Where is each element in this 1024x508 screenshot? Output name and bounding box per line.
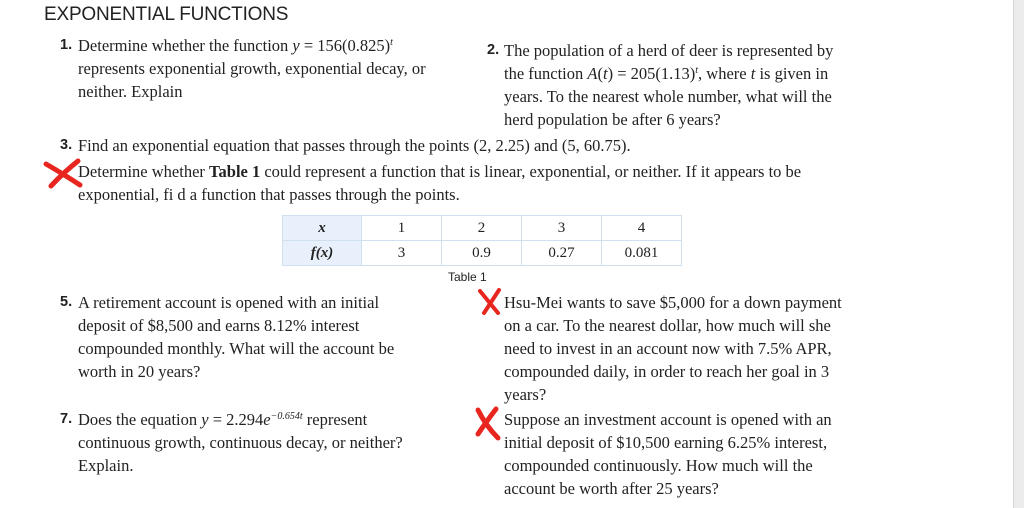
problem-8 [504, 408, 904, 500]
p7-eq: = 2.294 [208, 410, 264, 429]
table-row-fx [283, 241, 682, 266]
problem-7-number: 7. [60, 411, 73, 427]
table-cell: 1 [362, 216, 442, 241]
table-header-x: x [283, 216, 362, 241]
p7-pre: Does the equation [78, 410, 202, 429]
p2-t2: t [750, 64, 756, 83]
problem-4 [78, 160, 998, 206]
table-header-fx: f(x) [283, 241, 362, 266]
p1-pre: Determine whether the function [78, 36, 293, 55]
table-cell: 0.081 [602, 241, 682, 266]
p6-line1: Hsu-Mei wants to save $5,000 for a down payment [504, 293, 842, 312]
problem-3: Find an exponential equation that passes through the points (2, 2.25) and (5, 60.75). [78, 136, 631, 155]
red-x-mark-problem-8 [472, 404, 504, 444]
problem-5-number: 5. [60, 294, 73, 310]
p6-line2: on a car. To the nearest dollar, how much will she [504, 316, 831, 335]
table-caption: Table 1 [448, 270, 487, 284]
page-edge [1013, 0, 1024, 508]
p2-l2a: the function [504, 64, 588, 83]
p2-l2b: ( [597, 64, 603, 83]
p8-line4: account be worth after 25 years? [504, 479, 719, 498]
p4-table-ref: Table 1 [209, 162, 261, 181]
p7-line2: continuous growth, continuous decay, or neither? [78, 433, 403, 452]
problem-7 [78, 408, 478, 477]
red-x-mark-problem-6 [476, 287, 504, 317]
problem-1-number: 1. [60, 37, 73, 53]
p7-exp: −0.654t [270, 411, 303, 422]
p2-A: A [587, 64, 598, 83]
problem-1 [78, 34, 478, 103]
table-cell: 2 [442, 216, 522, 241]
page-title: EXPONENTIAL FUNCTIONS [44, 4, 289, 25]
p4-a: Determine whether [78, 162, 210, 181]
table-1 [282, 215, 682, 266]
table-cell: 0.27 [522, 241, 602, 266]
problem-2-number: 2. [487, 42, 500, 58]
table-cell: 0.9 [442, 241, 522, 266]
p8-line1: Suppose an investment account is opened with an [504, 410, 832, 429]
problem-2 [504, 39, 904, 131]
p8-line3: compounded continuously. How much will the [504, 456, 813, 475]
table-cell: 4 [602, 216, 682, 241]
p1-line3: neither. Explain [78, 82, 183, 101]
red-x-mark-problem-4 [42, 158, 84, 190]
table-row-x [283, 216, 682, 241]
p5-line2: deposit of $8,500 and earns 8.12% interest [78, 316, 360, 335]
p1-y: y [292, 36, 300, 55]
p2-t: t [603, 64, 608, 83]
p4-b: could represent a function that is linear, exponential, or neither. If it appears to be [260, 162, 802, 181]
p2-l2c: ) = 205(1.13) [607, 64, 696, 83]
p7-line3: Explain. [78, 456, 134, 475]
problem-5 [78, 291, 468, 383]
p7-e: e [263, 410, 271, 429]
p2-l2e: is given in [755, 64, 829, 83]
table-cell: 3 [362, 241, 442, 266]
p8-line2: initial deposit of $10,500 earning 6.25% interest, [504, 433, 828, 452]
problem-3-number: 3. [60, 137, 73, 153]
p1-eq: = 156(0.825) [299, 36, 391, 55]
p2-l2d: , where [698, 64, 751, 83]
p6-line3: need to invest in an account now with 7.5% APR, [504, 339, 832, 358]
problem-6 [504, 291, 904, 406]
table-cell: 3 [522, 216, 602, 241]
p2-exp: t [695, 65, 699, 76]
p1-line2: represents exponential growth, exponential decay, or [78, 59, 426, 78]
p5-line1: A retirement account is opened with an initial [78, 293, 380, 312]
p6-line5: years? [504, 385, 547, 404]
p1-exp: t [390, 37, 393, 48]
p5-line4: worth in 20 years? [78, 362, 201, 381]
p2-line3: years. To the nearest whole number, what will the [504, 87, 832, 106]
p2-line1: The population of a herd of deer is represented by [504, 41, 834, 60]
p7-y: y [201, 410, 209, 429]
p7-post: represent [302, 410, 368, 429]
p6-line4: compounded daily, in order to reach her goal in 3 [504, 362, 830, 381]
p5-line3: compounded monthly. What will the account be [78, 339, 395, 358]
p2-line4: herd population be after 6 years? [504, 110, 721, 129]
p4-line2: exponential, fi d a function that passes through the points. [78, 185, 460, 204]
